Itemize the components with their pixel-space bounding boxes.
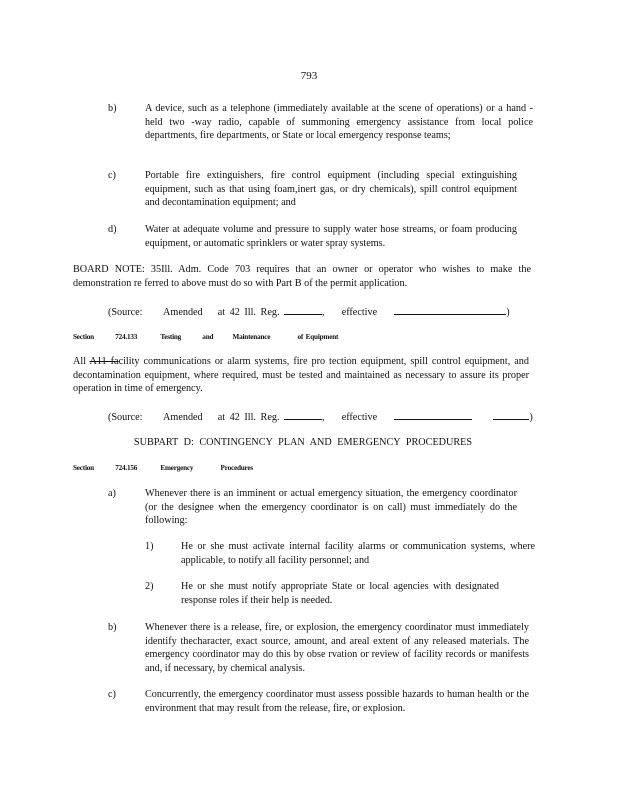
section-number: 724.133 [115, 333, 138, 341]
source-comma: , [322, 307, 325, 318]
effective-blank-2 [493, 409, 529, 420]
source-effective: effective [341, 307, 378, 318]
item-c2-label: c) [108, 689, 116, 700]
section-title-word: Procedures [220, 464, 253, 472]
section-title-word: and [202, 333, 214, 341]
item-d-label: d) [108, 224, 117, 235]
section-label: Section [73, 464, 94, 472]
struck-text: A11 fa [89, 356, 119, 367]
item-c2-text: Concurrently, the emergency coordinator must assess possible hazards to human health or the environment that may result from the release, fire, or explosion. [145, 689, 529, 714]
source-register: at 42 Ill. Reg. [217, 412, 280, 423]
section-title-word: Emergency [160, 464, 194, 472]
section-title-word: Maintenance [232, 333, 271, 341]
item-c-text: Portable fire extinguishers, fire control equipment (including special extinguishing equipment, such as that using foam,inert gas, or dry chemicals), spill control equipment and decontamination equipment; and [145, 170, 517, 209]
source-amended: Amended [163, 307, 203, 318]
page-number: 793 [300, 70, 318, 82]
sub-item-2-text: He or she must notify appropriate State or local agencies with designated response roles if their help is needed. [181, 581, 499, 606]
text-prefix: All [73, 356, 90, 367]
section-133-heading [73, 331, 338, 345]
section-156-heading [73, 462, 253, 476]
source-prefix: (Source: [108, 412, 143, 423]
section-label: Section [73, 333, 94, 341]
source-register: at 42 Ill. Reg. [217, 307, 280, 318]
item-b2-text: Whenever there is a release, fire, or explosion, the emergency coordinator must immediately identify thecharacter, exact source, amount, and areal extent of any released materials. The emergency coordinator may do this by obse rvation or review of facility records or manifests and, if necessary, by chemical analysis. [145, 622, 529, 674]
section-title-word: of Equipment [297, 333, 339, 341]
source-note-1 [108, 304, 510, 320]
item-b-text: A device, such as a telephone (immediately available at the scene of operations) or a hand -held two -way radio, capable of summoning emergency assistance from local police departments, fire departments, or State or local emergency response teams; [145, 103, 533, 142]
effective-blank [394, 304, 506, 315]
source-close: ) [506, 307, 510, 318]
item-b-label: b) [108, 103, 117, 114]
source-amended: Amended [163, 412, 203, 423]
register-blank [284, 304, 322, 315]
source-close: ) [529, 412, 533, 423]
source-note-2 [108, 409, 533, 425]
register-blank [284, 409, 322, 420]
item-b2-label: b) [108, 622, 117, 633]
board-note: BOARD NOTE: 35Ill. Adm. Code 703 requires that an owner or operator who wishes to make the demonstration re ferred to above must do so with Part B of the permit application. [73, 264, 531, 289]
effective-blank [394, 409, 472, 420]
section-133-text [73, 355, 529, 396]
item-a-label: a) [108, 488, 116, 499]
source-effective: effective [341, 412, 378, 423]
source-comma: , [322, 412, 325, 423]
section-number: 724.156 [115, 464, 138, 472]
source-prefix: (Source: [108, 307, 143, 318]
item-c-label: c) [108, 170, 116, 181]
text-body: cility communications or alarm systems, fire pro tection equipment, spill control equipment, and decontamination equipment, where required, must be tested and maintained as necessary to assure its proper operation in time of emergency. [73, 356, 529, 395]
sub-item-1-text: He or she must activate internal facility alarms or communication systems, where applicable, to notify all facility personnel; and [181, 541, 535, 566]
sub-item-2-label: 2) [145, 581, 154, 592]
sub-item-1-label: 1) [145, 541, 154, 552]
section-title-word: Testing [160, 333, 182, 341]
subpart-title: SUBPART D: CONTINGENCY PLAN AND EMERGENCY PROCEDURES [133, 437, 473, 448]
item-a-text: Whenever there is an imminent or actual emergency situation, the emergency coordinator (or the designee when the emergency coordinator is on call) must immediately do the following: [145, 488, 517, 527]
item-d-text: Water at adequate volume and pressure to supply water hose streams, or foam producing equipment, or automatic sprinklers or water spray systems. [145, 224, 517, 249]
